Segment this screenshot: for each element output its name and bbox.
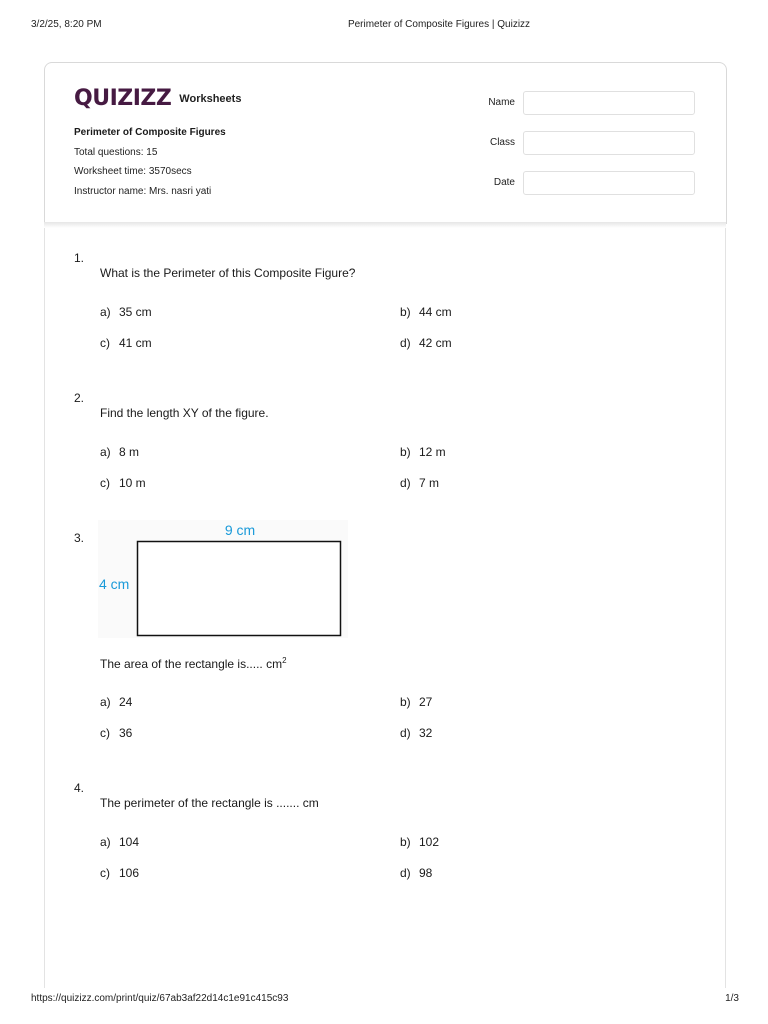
option-c: c) 106 (100, 866, 140, 880)
name-field[interactable] (523, 91, 695, 115)
option-d: d) 42 cm (400, 336, 452, 350)
class-field[interactable] (523, 131, 695, 155)
question-number: 4. (74, 781, 85, 795)
worksheet-title: Perimeter of Composite Figures (74, 127, 226, 138)
option-c: c) 10 m (100, 476, 146, 490)
print-datetime: 3/2/25, 8:20 PM (31, 19, 102, 30)
rectangle-figure (98, 520, 348, 638)
option-a: a) 35 cm (100, 305, 152, 319)
instructor-name: Instructor name: Mrs. nasri yati (74, 186, 212, 197)
option-a: a) 24 (100, 695, 133, 709)
date-label: Date (493, 177, 515, 188)
question-text: What is the Perimeter of this Composite Figure? (100, 266, 356, 280)
option-a: a) 104 (100, 835, 140, 849)
page-border-left (44, 228, 45, 988)
option-b: b) 44 cm (400, 305, 452, 319)
option-a: a) 8 m (100, 445, 140, 459)
print-url: https://quizizz.com/print/quiz/67ab3af22d14c1e91c415c93 (31, 993, 289, 1004)
option-b: b) 27 (400, 695, 433, 709)
logo-subtitle: Worksheets (179, 93, 242, 105)
worksheet-time: Worksheet time: 3570secs (74, 166, 192, 177)
total-questions: Total questions: 15 (74, 147, 158, 158)
header-card-shadow (44, 222, 726, 228)
option-b: b) 12 m (400, 445, 446, 459)
option-c: c) 41 cm (100, 336, 152, 350)
quizizz-logo (74, 86, 241, 112)
page-border-right (725, 228, 726, 988)
date-field[interactable] (523, 171, 695, 195)
question-text: The perimeter of the rectangle is ....... cm (100, 796, 319, 810)
left-side-label: 4 cm (99, 576, 130, 592)
logo-wordmark: QUIZIZZ (74, 86, 172, 111)
rectangle-shape (138, 542, 341, 636)
question-text: Find the length XY of the figure. (100, 406, 269, 420)
option-d: d) 98 (400, 866, 433, 880)
question-text: The area of the rectangle is..... $cm^2$ (100, 656, 287, 671)
print-header (0, 19, 768, 33)
option-d: d) 7 m (400, 476, 440, 490)
rectangle-diagram (98, 520, 348, 638)
name-label: Name (488, 97, 515, 108)
option-b: b) 102 (400, 835, 440, 849)
question-number: 1. (74, 251, 85, 265)
question-number: 2. (74, 391, 85, 405)
option-d: d) 32 (400, 726, 433, 740)
question-number: 3. (74, 531, 85, 545)
page-number: 1/3 (725, 993, 739, 1004)
option-c: c) 36 (100, 726, 133, 740)
class-label: Class (489, 137, 515, 148)
top-side-label: 9 cm (224, 522, 256, 538)
print-page-title: Perimeter of Composite Figures | Quizizz (347, 19, 531, 30)
